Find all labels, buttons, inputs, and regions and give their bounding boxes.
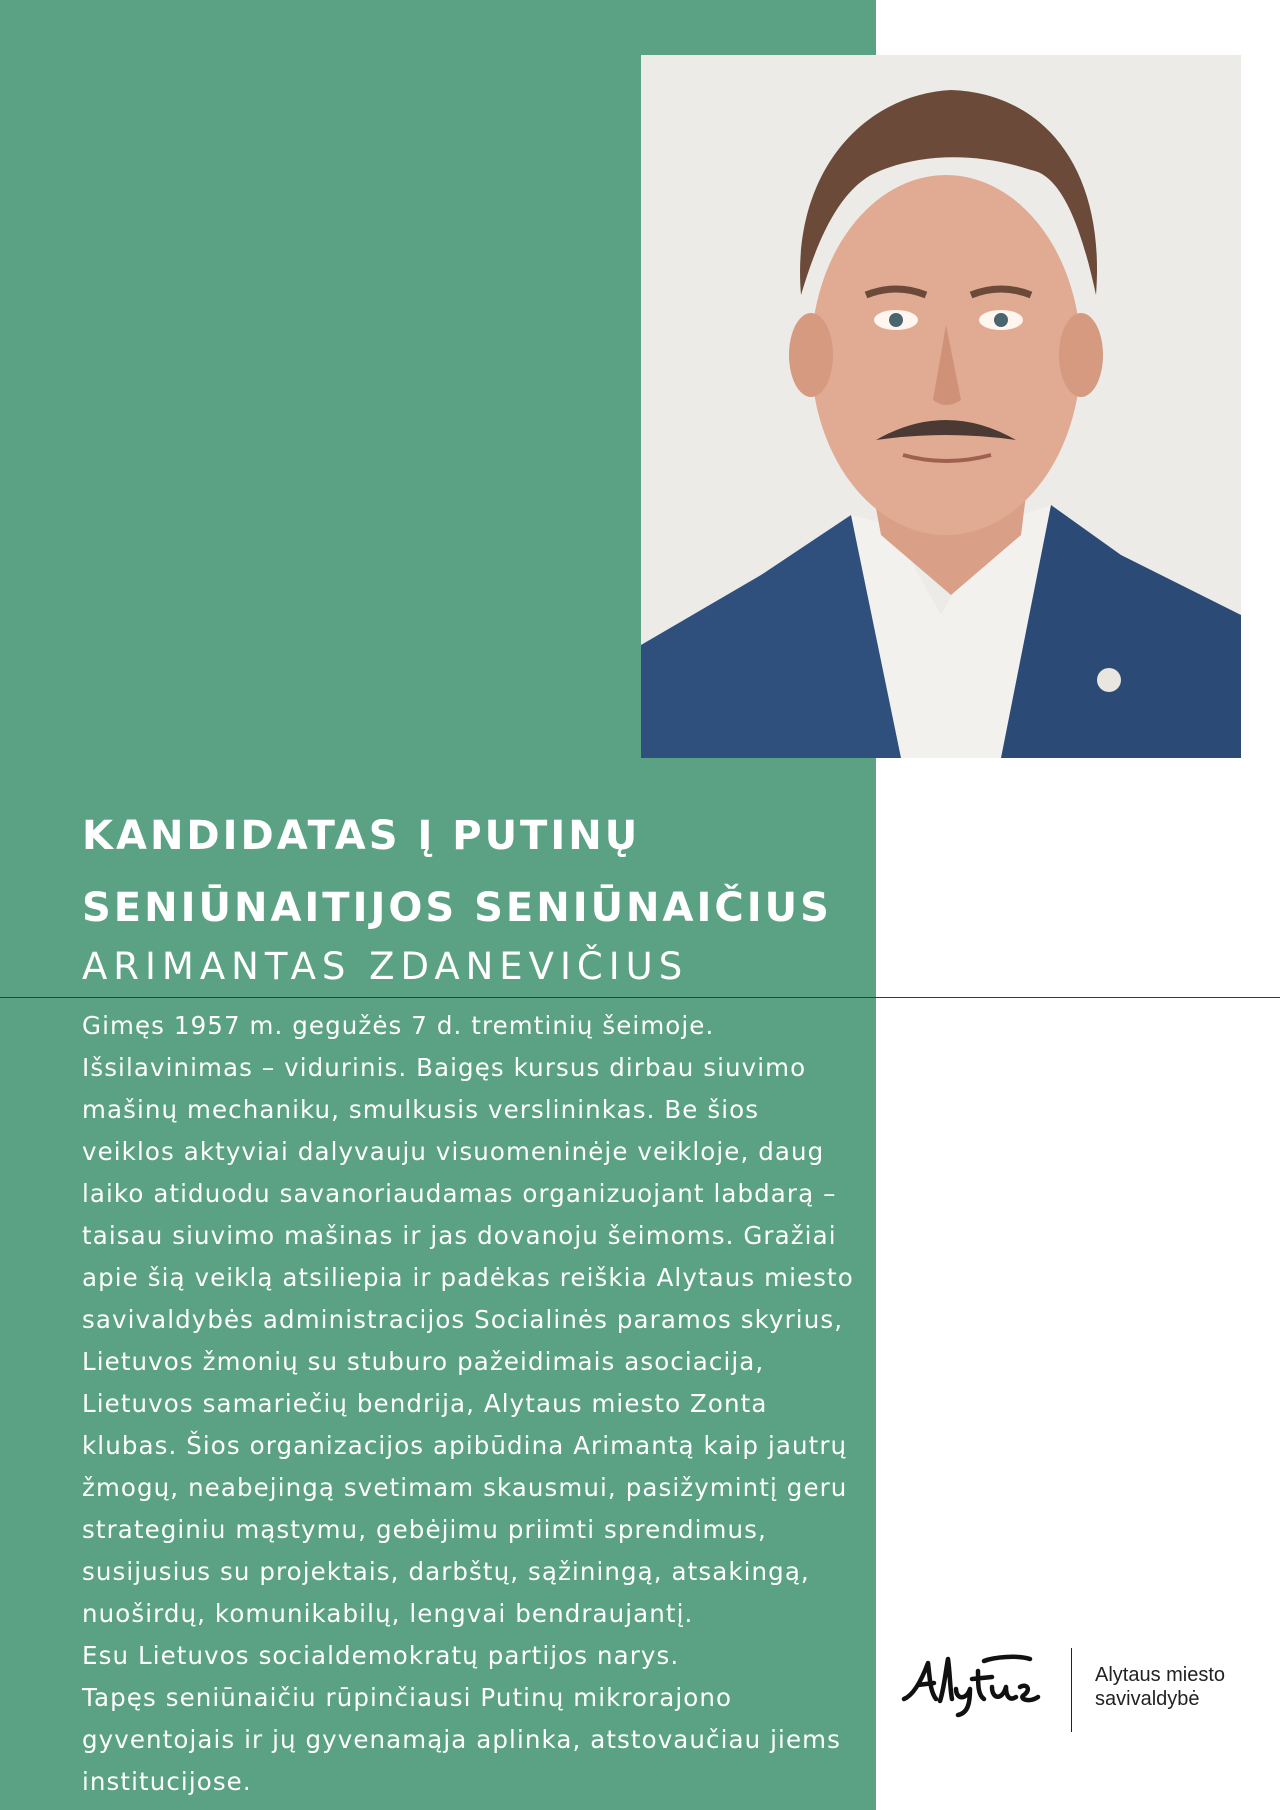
bio-line: institucijose. [82,1767,252,1796]
logo-line-1: Alytaus miesto [1095,1664,1226,1686]
alytus-script-wordmark [900,1649,1050,1719]
heading-line-2: SENIŪNAITIJOS SENIŪNAIČIUS [82,885,832,931]
candidate-biography [82,1005,872,1803]
bio-line: susijusius su projektais, darbštų, sąžiningą, atsakingą, [82,1557,810,1586]
bio-line: nuoširdų, komunikabilų, lengvai bendraujantį. [82,1599,694,1628]
bio-line: strateginiu mąstymu, gebėjimu priimti sprendimus, [82,1515,767,1544]
candidate-heading [82,800,872,944]
bio-line: Gimęs 1957 m. gegužės 7 d. tremtinių šeimoje. [82,1011,715,1040]
bio-line: Tapęs seniūnaičiu rūpinčiausi Putinų mikrorajono [82,1683,733,1712]
bio-line: mašinų mechaniku, smulkusis verslininkas. Be šios [82,1095,760,1124]
bio-line: klubas. Šios organizacijos apibūdina Arimantą kaip jautrų [82,1431,848,1460]
bio-line: žmogų, neabejingą svetimam skausmui, pasižymintį geru [82,1473,848,1502]
bio-line: gyventojais ir jų gyvenamąja aplinka, atstovaučiau jiems [82,1725,841,1754]
candidate-photo [641,55,1241,758]
alytus-municipality-logo [900,1645,1260,1735]
logo-separator [1071,1648,1072,1732]
bio-line: Lietuvos žmonių su stuburo pažeidimais asociacija, [82,1347,765,1376]
bio-line: veiklos aktyviai dalyvauju visuomeninėje veikloje, daug [82,1137,825,1166]
horizontal-divider [0,997,1280,998]
logo-line-2: savivaldybė [1095,1688,1200,1710]
bio-line: laiko atiduodu savanoriaudamas organizuojant labdarą – [82,1179,837,1208]
heading-line-1: KANDIDATAS Į PUTINŲ [82,813,641,859]
bio-line: taisau siuvimo mašinas ir jas dovanoju šeimoms. Gražiai [82,1221,837,1250]
bio-line: Lietuvos samariečių bendrija, Alytaus miesto Zonta [82,1389,768,1418]
logo-text [1095,1663,1225,1711]
candidate-name: ARIMANTAS ZDANEVIČIUS [82,945,689,988]
bio-line: Esu Lietuvos socialdemokratų partijos narys. [82,1641,680,1670]
bio-line: savivaldybės administracijos Socialinės paramos skyrius, [82,1305,844,1334]
bio-line: Išsilavinimas – vidurinis. Baigęs kursus dirbau siuvimo [82,1053,807,1082]
bio-line: apie šią veiklą atsiliepia ir padėkas reiškia Alytaus miesto [82,1263,854,1292]
